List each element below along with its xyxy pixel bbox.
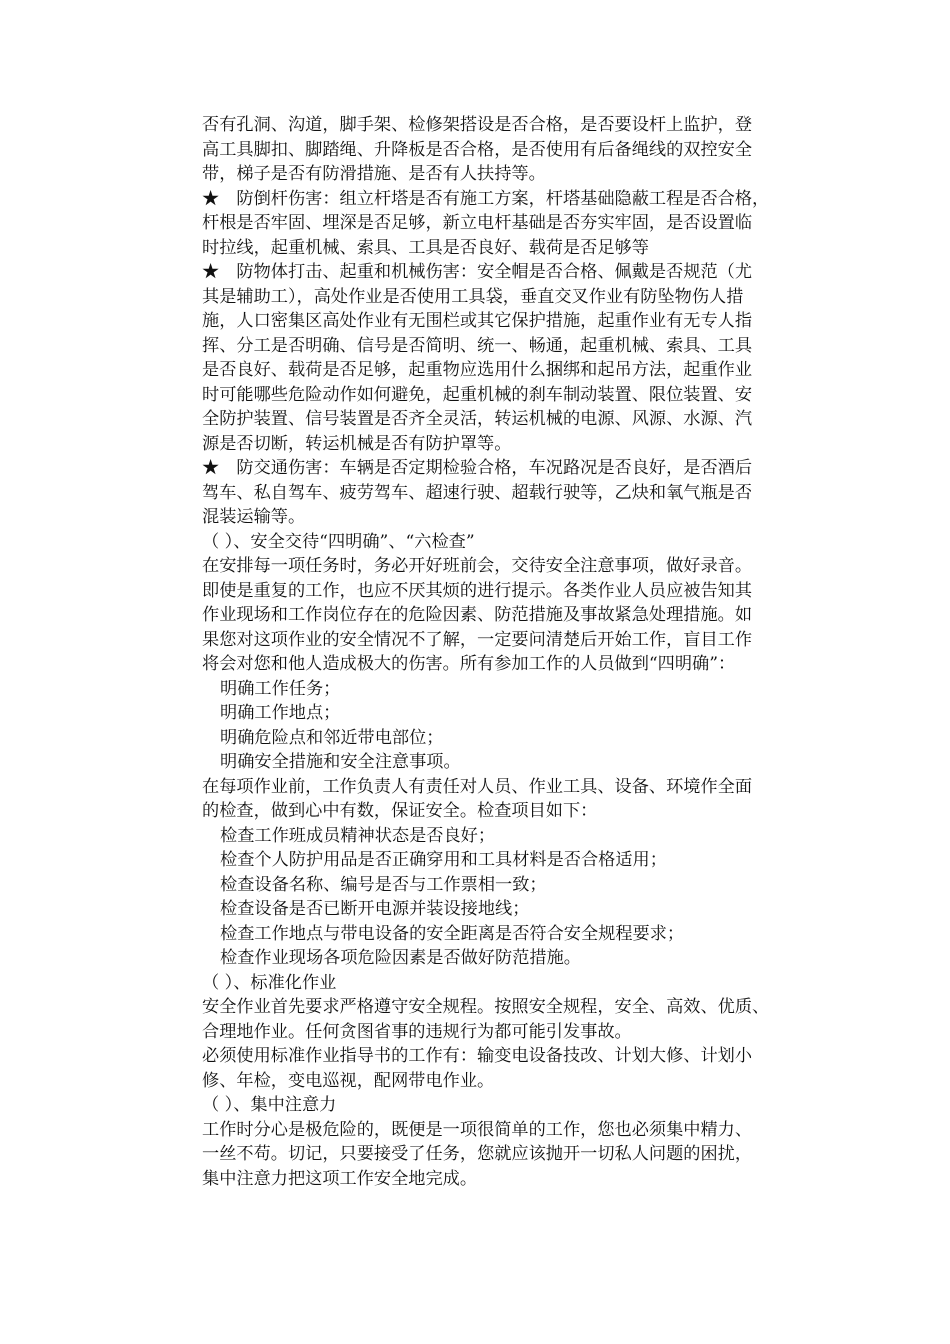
list-item: 检查工作地点与带电设备的安全距离是否符合安全规程要求；: [220, 923, 685, 944]
list-item: 检查个人防护用品是否正确穿用和工具材料是否合格适用；: [220, 850, 667, 870]
text-line: 驾车、私自驾车、疲劳驾车、超速行驶、超载行驶等，乙炔和氧气瓶是否: [202, 482, 753, 503]
list-item: 明确工作地点；: [220, 703, 341, 723]
list-item: 检查工作班成员精神状态是否良好；: [220, 825, 496, 846]
text-line: 其是辅助工），高处作业是否使用工具袋，垂直交叉作业有防坠物伤人措: [202, 286, 744, 307]
text-line: ★ 防交通伤害：车辆是否定期检验合格，车况路况是否良好，是否酒后: [202, 458, 753, 478]
text-line: 施，人口密集区高处作业有无围栏或其它保护措施，起重作业有无专人指: [202, 311, 753, 331]
document-page: [202, 113, 808, 1191]
text-line: 在每项作业前，工作负责人有责任对人员、作业工具、设备、环境作全面: [202, 776, 753, 797]
text-line: 带，梯子是否有防滑措施、是否有人扶持等。: [202, 164, 546, 184]
text-line: 是否良好、载荷是否足够，起重物应选用什么捆绑和起吊方法，起重作业: [202, 360, 753, 380]
body-text: [202, 113, 808, 1191]
text-line: 时可能哪些危险动作如何避免，起重机械的刹车制动装置、限位装置、安: [202, 384, 753, 405]
text-line: 挥、分工是否明确、信号是否简明、统一、畅通，起重机械、索具、工具: [202, 335, 753, 356]
list-item: 明确安全措施和安全注意事项。: [220, 752, 461, 772]
text-line: 作业现场和工作岗位存在的危险因素、防范措施及事故紧急处理措施。如: [202, 605, 753, 625]
text-line: 否有孔洞、沟道，脚手架、检修架搭设是否合格，是否要设杆上监护，登: [202, 115, 753, 135]
text-line: 全防护装置、信号装置是否齐全灵活，转运机械的电源、风源、水源、汽: [202, 409, 753, 429]
list-item: 明确工作任务；: [220, 678, 341, 699]
text-line: 杆根是否牢固、埋深是否足够，新立电杆基础是否夯实牢固，是否设置临: [202, 213, 753, 233]
text-line: 源是否切断，转运机械是否有防护罩等。: [202, 433, 512, 454]
text-line: 的检查，做到心中有数，保证安全。检查项目如下：: [202, 801, 598, 821]
text-line: 混装运输等。: [202, 507, 306, 527]
text-line: 安全作业首先要求严格遵守安全规程。按照安全规程，安全、高效、优质、: [202, 997, 770, 1017]
text-line: 必须使用标准作业指导书的工作有：输变电设备技改、计划大修、计划小: [202, 1046, 753, 1066]
text-line: 即使是重复的工作，也应不厌其烦的进行提示。各类作业人员应被告知其: [202, 580, 753, 601]
text-line: ★ 防倒杆伤害：组立杆塔是否有施工方案，杆塔基础隐蔽工程是否合格，: [202, 188, 770, 209]
text-line: 将会对您和他人造成极大的伤害。所有参加工作的人员做到“四明确”：: [202, 654, 736, 674]
section-heading: （ ）、安全交待“四明确”、“六检查”: [202, 531, 475, 552]
list-item: 检查作业现场各项危险因素是否做好防范措施。: [220, 948, 581, 968]
list-item: 明确危险点和邻近带电部位；: [220, 727, 444, 748]
text-line: 集中注意力把这项工作安全地完成。: [202, 1168, 478, 1189]
text-line: 果您对这项作业的安全情况不了解，一定要问清楚后开始工作，盲目工作: [202, 629, 753, 650]
text-line: 高工具脚扣、脚踏绳、升降板是否合格，是否使用有后备绳线的双控安全: [202, 139, 753, 160]
section-heading: （ ）、集中注意力: [202, 1095, 337, 1115]
text-line: ★ 防物体打击、起重和机械伤害：安全帽是否合格、佩戴是否规范（尤: [202, 262, 753, 282]
list-item: 检查设备名称、编号是否与工作票相一致；: [220, 874, 547, 895]
text-line: 修、年检，变电巡视，配网带电作业。: [202, 1070, 495, 1091]
text-line: 一丝不苟。切记，只要接受了任务，您就应该抛开一切私人问题的困扰，: [202, 1144, 753, 1164]
text-line: 时拉线，起重机械、索具、工具是否良好、载荷是否足够等: [202, 237, 649, 258]
text-line: 合理地作业。任何贪图省事的违规行为都可能引发事故。: [202, 1021, 632, 1042]
list-item: 检查设备是否已断开电源并装设接地线；: [220, 899, 530, 919]
text-line: 工作时分心是极危险的，既便是一项很简单的工作，您也必须集中精力、: [202, 1119, 753, 1140]
section-heading: （ ）、标准化作业: [202, 972, 337, 993]
text-line: 在安排每一项任务时，务必开好班前会，交待安全注意事项，做好录音。: [202, 556, 753, 576]
